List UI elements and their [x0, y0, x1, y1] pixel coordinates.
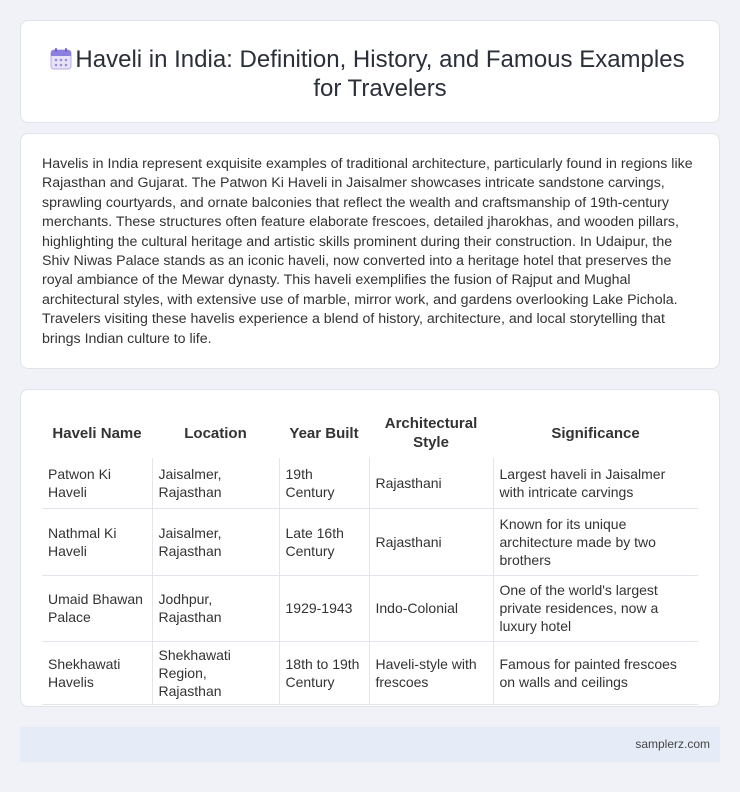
cell-architectural-style: Indo-Colonial: [369, 575, 493, 641]
page-title: Haveli in India: Definition, History, and Famous Examples for Travelers: [75, 46, 685, 102]
cell-location: Shekhawati Region, Rajasthan: [152, 641, 279, 704]
cell-year-built: 18th to 19th Century: [279, 641, 369, 704]
cell-architectural-style: Rajasthani: [369, 508, 493, 575]
cell-significance: One of the world's largest private residences, now a luxury hotel: [493, 575, 698, 641]
footer-site-link[interactable]: samplerz.com: [635, 737, 710, 751]
header-significance: Significance: [551, 424, 640, 442]
cell-year-built: 19th Century: [279, 458, 369, 508]
table-row: [42, 508, 698, 575]
cell-architectural-style: Rajasthani: [369, 458, 493, 508]
header-year-built: Year Built: [289, 424, 359, 442]
cell-haveli-name: Patwon Ki Haveli: [42, 458, 152, 508]
footer: [20, 727, 720, 762]
header-haveli-name: Haveli Name: [52, 424, 142, 442]
cell-haveli-name: Umaid Bhawan Palace: [42, 575, 152, 641]
table-header-row: [42, 410, 698, 458]
cell-location: Jodhpur, Rajasthan: [152, 575, 279, 641]
title-card: [20, 20, 720, 123]
cell-location: Jaisalmer, Rajasthan: [152, 458, 279, 508]
intro-card: [20, 133, 720, 369]
header-architectural-style: Architectural Style: [384, 415, 478, 451]
table-row: [42, 641, 698, 704]
cell-haveli-name: Nathmal Ki Haveli: [42, 508, 152, 575]
cell-year-built: Late 16th Century: [279, 508, 369, 575]
cell-location: Jaisalmer, Rajasthan: [152, 508, 279, 575]
cell-significance: Known for its unique architecture made by two brothers: [493, 508, 698, 575]
intro-paragraph: Havelis in India represent exquisite examples of traditional architecture, particularly found in regions like Rajasthan and Gujarat. The Patwon Ki Haveli in Jaisalmer showcases intricate sandstone carvings, sprawling courtyards, and ornate balconies that reflect the wealth and craftsmanship of 19th-century merchants. These structures often feature elaborate frescoes, detailed jharokhas, and wooden pillars, highlighting the cultural heritage and artistic skills prominent during their construction. In Udaipur, the Shiv Niwas Palace stands as an iconic haveli, now converted into a heritage hotel that preserves the royal ambiance of the Mewar dynasty. This haveli exemplifies the fusion of Rajput and Mughal architectural styles, with extensive use of marble, mirror work, and gardens overlooking Lake Pichola. Travelers visiting these havelis experience a blend of history, architecture, and local storytelling that brings Indian culture to life.: [42, 156, 693, 347]
cell-significance: Largest haveli in Jaisalmer with intricate carvings: [493, 458, 698, 508]
haveli-table: [42, 410, 698, 705]
cell-haveli-name: Shekhawati Havelis: [42, 641, 152, 704]
cell-architectural-style: Haveli-style with frescoes: [369, 641, 493, 704]
table-row: [42, 575, 698, 641]
cell-significance: Famous for painted frescoes on walls and ceilings: [493, 641, 698, 704]
table-card: [20, 389, 720, 707]
cell-year-built: 1929-1943: [279, 575, 369, 641]
table-row: [42, 458, 698, 508]
header-location: Location: [184, 424, 247, 442]
